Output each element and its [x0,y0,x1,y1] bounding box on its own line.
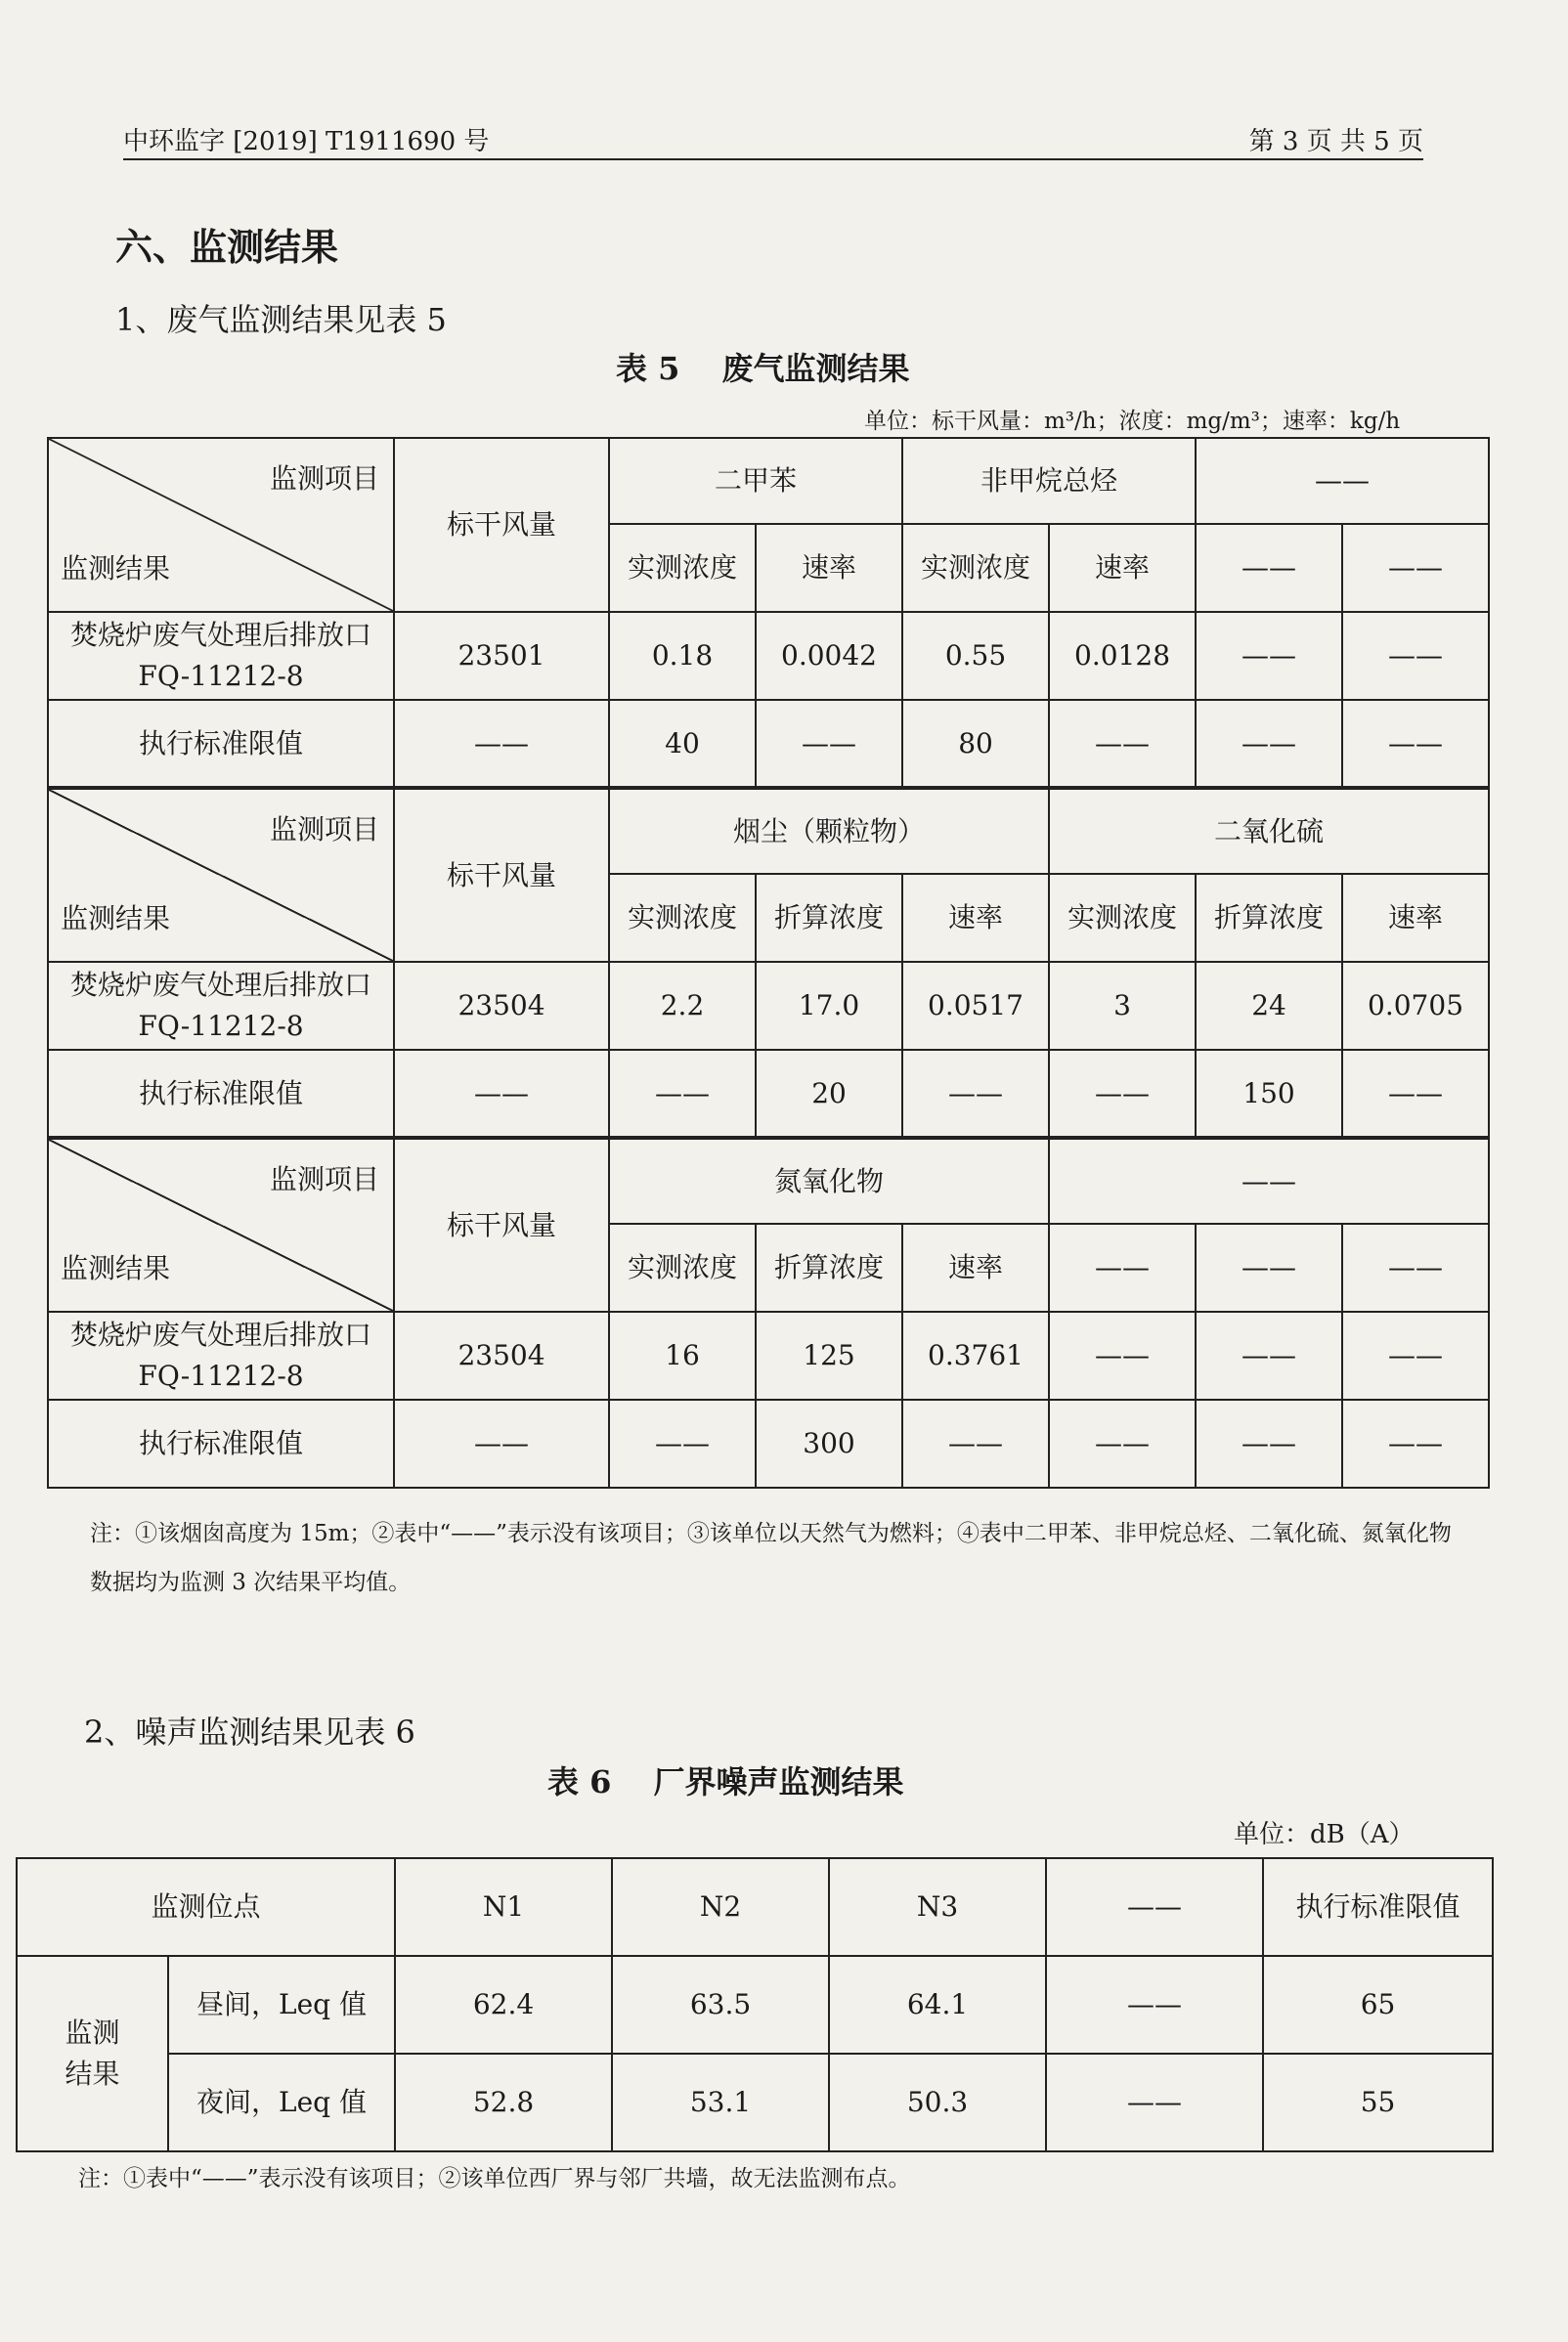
sub-measured: 实测浓度 [609,524,756,612]
dash-cell: —— [394,700,609,788]
header-empty: —— [1196,438,1489,524]
header-monitor-result: 监测结果 [61,902,171,934]
dash-cell: —— [1342,700,1489,788]
header-flow: 标干风量 [394,438,609,612]
cell-limit: 300 [756,1400,902,1488]
dash-cell: —— [1049,1050,1196,1138]
cell-value: 53.1 [612,2054,829,2151]
cell-value: 3 [1049,962,1196,1050]
dash-cell: —— [1049,1400,1196,1488]
subsection-title-2: 2、噪声监测结果见表 6 [84,1713,415,1751]
table6-title: 表 6 厂界噪声监测结果 [547,1763,904,1800]
header-flow: 标干风量 [394,1138,609,1312]
table6-note: 注：①表中“——”表示没有该项目；②该单位西厂界与邻厂共墙，故无法监测布点。 [78,2166,911,2191]
row-label-outlet: 焚烧炉废气处理后排放口 FQ-11212-8 [48,962,394,1050]
dash-cell: —— [1342,1312,1489,1400]
cell-flow: 23504 [394,962,609,1050]
page-header [123,119,1423,160]
header-dash: —— [1046,1858,1263,1956]
header-so2: 二氧化硫 [1049,788,1489,874]
dash-cell: —— [1196,1400,1342,1488]
section-title: 六、监测结果 [115,225,339,269]
page-number: 第 3 页 共 5 页 [1248,127,1423,156]
dash-cell: —— [1342,612,1489,700]
cell-value: 2.2 [609,962,756,1050]
row-label-limit: 执行标准限值 [48,1050,394,1138]
header-monitor-result: 监测结果 [61,552,171,585]
cell-value: 0.0705 [1342,962,1489,1050]
cell-value: 50.3 [829,2054,1046,2151]
dash-cell: —— [1342,1050,1489,1138]
sub-rate: 速率 [756,524,902,612]
cell-value: 125 [756,1312,902,1400]
dash-cell: —— [1196,612,1342,700]
header-nox: 氮氧化物 [609,1138,1049,1224]
cell-value: 64.1 [829,1956,1046,2054]
dash-cell: —— [1046,2054,1263,2151]
header-limit: 执行标准限值 [1263,1858,1493,1956]
header-monitor-item: 监测项目 [269,1163,379,1195]
subsection-title-1: 1、废气监测结果见表 5 [115,301,447,338]
dash-cell: —— [756,700,902,788]
cell-value: 16 [609,1312,756,1400]
header-monitor-item: 监测项目 [269,813,379,846]
dash-cell: —— [1049,1224,1196,1312]
dash-cell: —— [394,1050,609,1138]
cell-flow: 23504 [394,1312,609,1400]
header-n3: N3 [829,1858,1046,1956]
cell-limit: 80 [902,700,1049,788]
row-label-limit: 执行标准限值 [48,1400,394,1488]
dash-cell: —— [902,1050,1049,1138]
dash-cell: —— [1196,1312,1342,1400]
sub-measured: 实测浓度 [609,874,756,962]
dash-cell: —— [1196,700,1342,788]
header-flow: 标干风量 [394,788,609,962]
dash-cell: —— [609,1400,756,1488]
sub-measured: 实测浓度 [609,1224,756,1312]
dash-cell: —— [1196,524,1342,612]
group-monitor-result: 监测结果 [17,1956,168,2151]
dash-cell: —— [1342,1400,1489,1488]
dash-cell: —— [1342,1224,1489,1312]
table5 [47,437,1490,1489]
cell-limit: 20 [756,1050,902,1138]
diagonal-header-cell [48,1138,394,1312]
header-monitor-point: 监测位点 [17,1858,395,1956]
diagonal-header-cell [48,438,394,612]
table6-unit: 单位：dB（A） [1234,1820,1415,1849]
cell-value: 24 [1196,962,1342,1050]
header-empty: —— [1049,1138,1489,1224]
cell-value: 0.3761 [902,1312,1049,1400]
document-number: 中环监字 [2019] T1911690 号 [123,127,490,156]
cell-value: 0.18 [609,612,756,700]
dash-cell: —— [609,1050,756,1138]
sub-rate: 速率 [902,1224,1049,1312]
table6 [16,1857,1494,2152]
header-particulate: 烟尘（颗粒物） [609,788,1049,874]
cell-value: 17.0 [756,962,902,1050]
cell-value: 63.5 [612,1956,829,2054]
sub-rate: 速率 [1342,874,1489,962]
cell-value: 52.8 [395,2054,612,2151]
row-label-night: 夜间，Leq 值 [168,2054,395,2151]
dash-cell: —— [1046,1956,1263,2054]
cell-flow: 23501 [394,612,609,700]
sub-measured: 实测浓度 [902,524,1049,612]
cell-value: 62.4 [395,1956,612,2054]
cell-limit: 65 [1263,1956,1493,2054]
sub-converted: 折算浓度 [756,874,902,962]
dash-cell: —— [1342,524,1489,612]
dash-cell: —— [394,1400,609,1488]
header-monitor-item: 监测项目 [269,462,379,495]
cell-value: 0.55 [902,612,1049,700]
cell-limit: 55 [1263,2054,1493,2151]
sub-converted: 折算浓度 [1196,874,1342,962]
cell-value: 0.0042 [756,612,902,700]
dash-cell: —— [1049,700,1196,788]
header-xylene: 二甲苯 [609,438,902,524]
diagonal-header-cell [48,788,394,962]
row-label-outlet: 焚烧炉废气处理后排放口 FQ-11212-8 [48,612,394,700]
header-monitor-result: 监测结果 [61,1252,171,1284]
table5-title: 表 5 废气监测结果 [616,350,910,387]
cell-limit: 40 [609,700,756,788]
row-label-limit: 执行标准限值 [48,700,394,788]
dash-cell: —— [1049,1312,1196,1400]
cell-value: 0.0128 [1049,612,1196,700]
row-label-day: 昼间，Leq 值 [168,1956,395,2054]
header-nmhc: 非甲烷总烃 [902,438,1196,524]
sub-rate: 速率 [902,874,1049,962]
table5-unit: 单位：标干风量：m³/h；浓度：mg/m³；速率：kg/h [864,409,1401,434]
sub-converted: 折算浓度 [756,1224,902,1312]
header-n1: N1 [395,1858,612,1956]
table5-note: 注：①该烟囱高度为 15m；②表中“——”表示没有该项目；③该单位以天然气为燃料；④表中二甲苯、非甲烷总烃、二氧化硫、氮氧化物数据均为监测 3 次结果平均值。 [90,1521,1452,1595]
dash-cell: —— [1196,1224,1342,1312]
header-n2: N2 [612,1858,829,1956]
sub-rate: 速率 [1049,524,1196,612]
cell-value: 0.0517 [902,962,1049,1050]
cell-limit: 150 [1196,1050,1342,1138]
sub-measured: 实测浓度 [1049,874,1196,962]
dash-cell: —— [902,1400,1049,1488]
row-label-outlet: 焚烧炉废气处理后排放口 FQ-11212-8 [48,1312,394,1400]
